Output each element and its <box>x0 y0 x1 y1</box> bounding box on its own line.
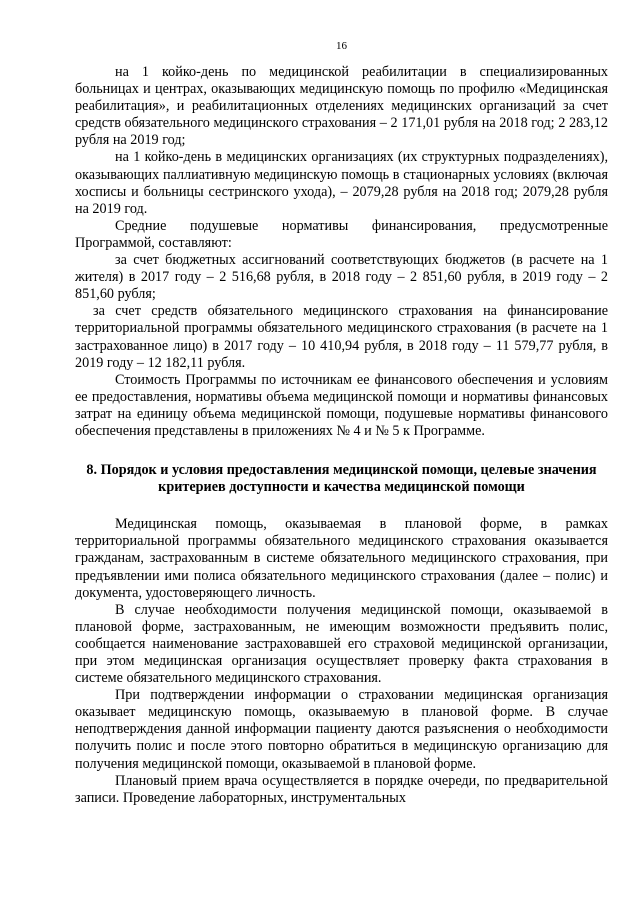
paragraph-palliative-bed-day: на 1 койко-день в медицинских организациях (их структурных подразделениях), оказывающих паллиативную медицинскую помощь в стационарных условиях (включая хосписы и больницы сестринского ухода), – 2079,28 рубля на 2018 год; 2079,28 рубля на 2019 год. <box>75 149 608 217</box>
paragraph-no-policy: В случае необходимости получения медицинской помощи, оказываемой в плановой форме, застрахованным, не имеющим возможности предъявить полис, сообщается наименование застраховавшей его страховой медицинской организации, при этом медицинская организация осуществляет проверку факта страхования в системе обязательного медицинского страхования. <box>75 601 608 687</box>
paragraph-insurance-confirmation: При подтверждении информации о страховании медицинская организация оказывает медицинскую помощь, оказываемую в плановой форме. В случае неподтверждения данной информации пациенту даются разъяснения о необходимости получить полис и после этого повторно обратиться в медицинскую организацию для получения медицинской помощи, оказываемой в плановой форме. <box>75 687 608 772</box>
section-heading: 8. Порядок и условия предоставления медицинской помощи, целевые значения критериев доступности и качества медицинской помощи <box>86 462 597 496</box>
paragraph-oms-funds: за счет средств обязательного медицинского страхования на финансирование территориальной программы обязательного медицинского страхования (в расчете на 1 застрахованное лицо) в 2017 году – 10 410,94 рубля, в 2018 году – 11 579,77 рубля, в 2019 году – 12 182,11 рубля. <box>75 303 608 371</box>
paragraph-per-capita-standards: Средние подушевые нормативы финансирования, предусмотренные Программой, составляют: <box>75 217 608 251</box>
paragraph-budget-allocations: за счет бюджетных ассигнований соответствующих бюджетов (в расчете на 1 жителя) в 2017 году – 2 516,68 рубля, в 2018 году – 2 851,60 рубля, в 2019 году – 2 851,60 рубля; <box>75 252 608 303</box>
paragraph-rehab-bed-day: на 1 койко-день по медицинской реабилитации в специализированных больницах и центрах, оказывающих медицинскую помощь по профилю «Медицинская реабилитация», и реабилитационных отделениях медицинских организаций за счет средств обязательного медицинского страхования – 2 171,01 рубля на 2018 год; 2 283,12 рубля на 2019 год; <box>75 64 608 149</box>
paragraph-program-cost: Стоимость Программы по источникам ее финансового обеспечения и условиям ее предоставления, нормативы объема медицинской помощи и нормативы финансовых затрат на единицу объема медицинской помощи, подушевые нормативы финансового обеспечения представлены в приложениях № 4 и № 5 к Программе. <box>75 371 608 439</box>
paragraph-planned-care: Медицинская помощь, оказываемая в плановой форме, в рамках территориальной программы обязательного медицинского страхования оказывается гражданам, застрахованным в системе обязательного медицинского страхования, при предъявлении ими полиса обязательного медицинского страхования (далее – полис) и документа, удостоверяющего личность. <box>75 516 608 601</box>
paragraph-doctor-appointment: Плановый прием врача осуществляется в порядке очереди, по предварительной записи. Проведение лабораторных, инструментальных <box>75 772 608 806</box>
page-number: 16 <box>336 40 347 52</box>
body-text-after <box>75 516 608 807</box>
body-text-before <box>75 64 608 440</box>
